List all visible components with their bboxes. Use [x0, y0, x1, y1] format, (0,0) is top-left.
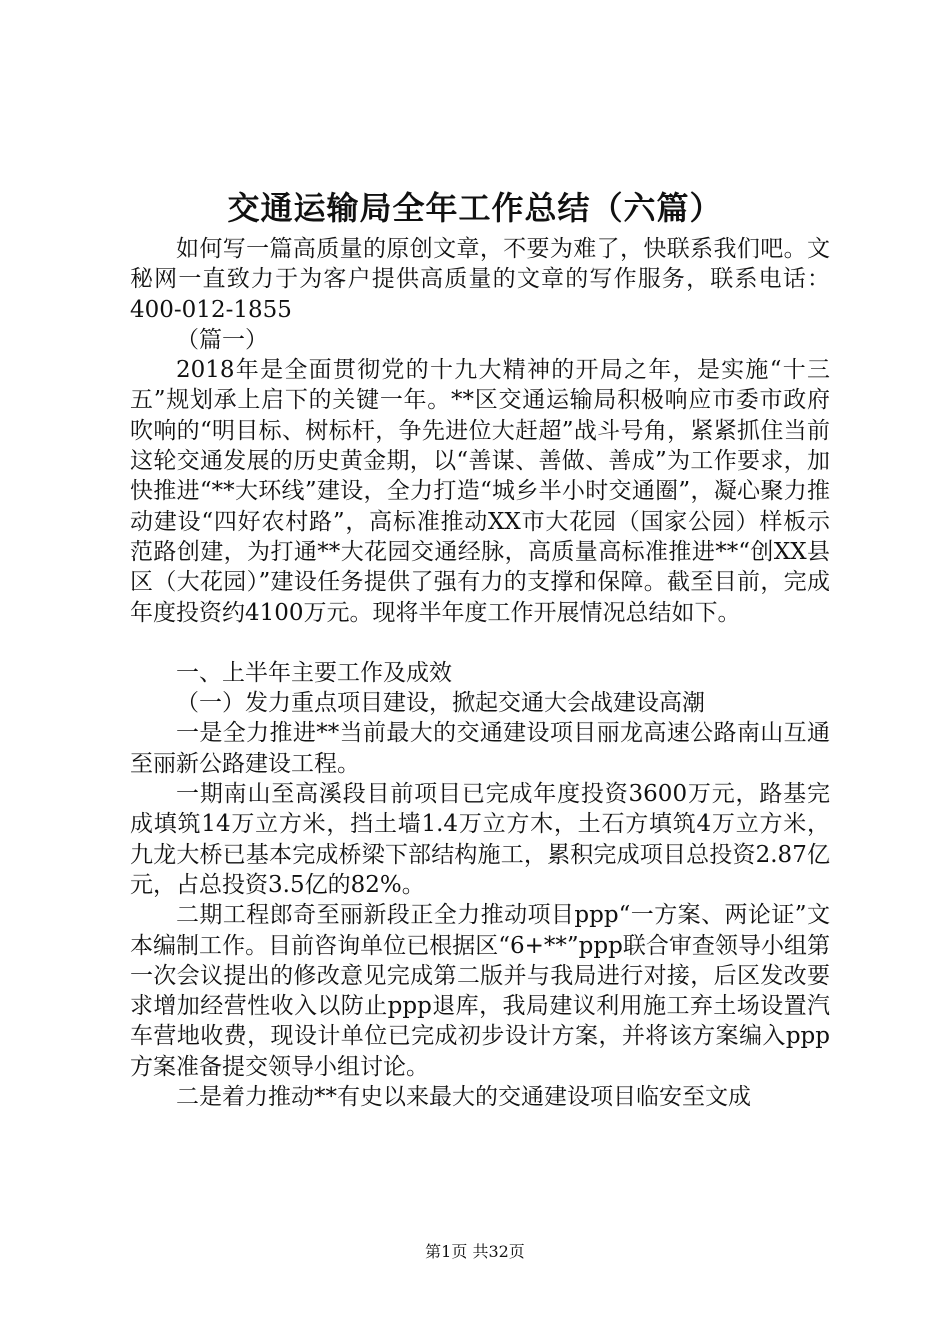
section-heading: 一、上半年主要工作及成效	[176, 659, 452, 686]
body-paragraph: 2018年是全面贯彻党的十九大精神的开局之年，是实施“十三五”规划承上启下的关键一年。**区交通运输局积极响应市委市政府吹响的“明目标、树标杆，争先进位大赶超”战斗号角，紧紧抓住当前这轮交通发展的历史黄金期，以“善谋、善做、善成”为工作要求，加快推进“**大环线”建设，全力打造“城乡半小时交通圈”，凝心聚力推动建设“四好农村路”，高标准推动XX市大花园（国家公园）样板示范路创建，为打通**大花园交通经脉，高质量高标准推进**“创XX县区（大花园）”建设任务提供了强有力的支撑和保障。截至目前，完成年度投资约4100万元。现将半年度工作开展情况总结如下。	[130, 357, 830, 626]
subsection-heading: （一）发力重点项目建设，掀起交通大会战建设高潮	[176, 690, 705, 717]
body-paragraph: 二是着力推动**有史以来最大的交通建设项目临安至文成	[176, 1084, 751, 1111]
paragraph-spacer	[130, 628, 830, 658]
document-title: 交通运输局全年工作总结（六篇）	[227, 189, 723, 227]
intro-paragraph: 如何写一篇高质量的原创文章，不要为难了，快联系我们吧。文秘网一直致力于为客户提供高质量的文章的写作服务，联系电话：400-012-1855	[130, 236, 830, 323]
page-footer: 第1页 共32页	[425, 1242, 525, 1261]
body-paragraph: 二期工程郎奇至丽新段正全力推动项目ppp“一方案、两论证”文本编制工作。目前咨询单位已根据区“6+**”ppp联合审查领导小组第一次会议提出的修改意见完成第二版并与我局进行对接，后区发改要求增加经营性收入以防止ppp退库，我局建议利用施工弃土场设置汽车营地收费，现设计单位已完成初步设计方案，并将该方案编入ppp方案准备提交领导小组讨论。	[130, 902, 830, 1080]
body-paragraph: 一期南山至高溪段目前项目已完成年度投资3600万元，路基完成填筑14万立方米，挡土墙1.4万立方木，土石方填筑4万立方米，九龙大桥已基本完成桥梁下部结构施工，累积完成项目总投资2.87亿元，占总投资3.5亿的82%。	[130, 781, 830, 898]
body-paragraph: 一是全力推进**当前最大的交通建设项目丽龙高速公路南山互通至丽新公路建设工程。	[130, 720, 830, 777]
section-marker: （篇一）	[176, 326, 268, 353]
document-body	[130, 234, 830, 1112]
